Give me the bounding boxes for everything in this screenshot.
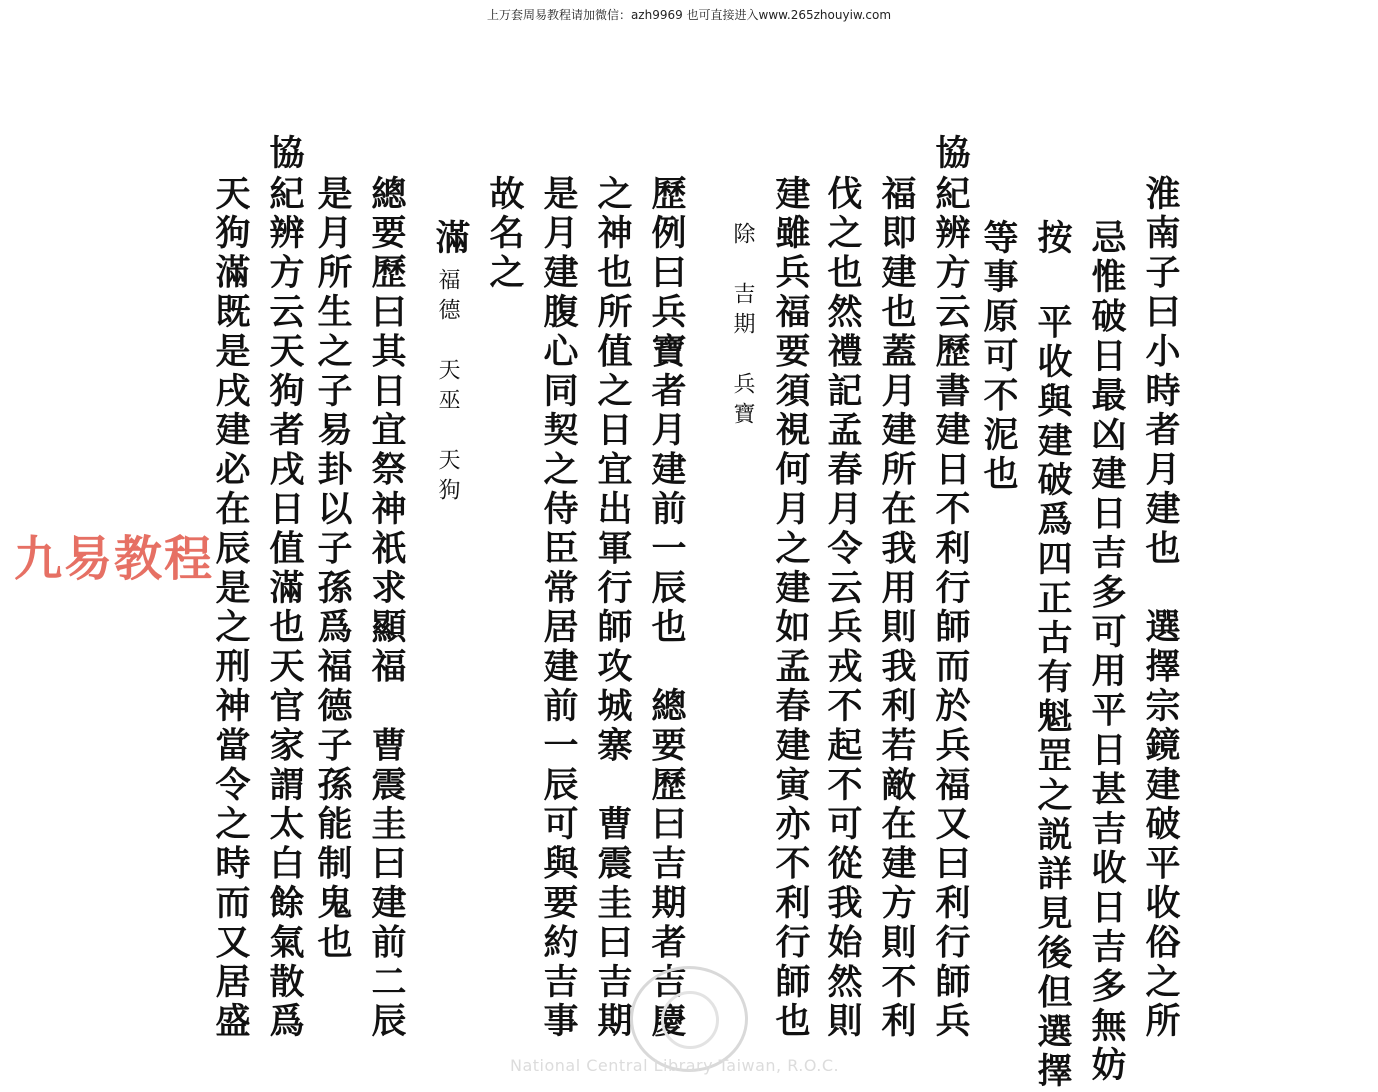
text-column-4: 等事原可不泥也 <box>978 219 1019 495</box>
text-column-17: 總要歷曰其日宜祭神祇求顯福 曹震圭曰建前二辰 <box>366 175 407 1042</box>
watermark-logo: 九易教程 <box>14 531 215 587</box>
text-column-16: 福德 天巫 天狗 <box>435 268 460 508</box>
text-column-15: 滿 <box>430 219 471 259</box>
text-column-8: 伐之也然禮記孟春月令云兵戎不起不可從我始然則 <box>822 175 863 1042</box>
text-column-21: 天狗滿既是戌建必在辰是之刑神當令之時而又居盛 <box>210 175 251 1042</box>
text-column-13: 是月建腹心同契之侍臣常居建前一辰可與要約吉事 <box>538 175 579 1042</box>
text-column-11: 歷例曰兵寶者月建前一辰也 總要歷曰吉期者吉慶 <box>646 175 687 1042</box>
text-column-10: 除 吉期 兵寶 <box>730 222 755 432</box>
text-column-18: 是月所生之子易卦以子孫爲福德子孫能制鬼也 <box>312 175 353 963</box>
library-stamp-text: National Central Library Taiwan, R.O.C. <box>510 1056 840 1075</box>
text-column-6: 紀辨方云歷書建日不利行師而於兵福又曰利行師兵 <box>930 175 971 1042</box>
text-column-1: 淮南子曰小時者月建也 選擇宗鏡建破平收俗之所 <box>1140 175 1181 1042</box>
text-column-19: 協 <box>264 134 305 174</box>
text-column-9: 建雖兵福要須視何月之建如孟春建寅亦不利行師也 <box>770 175 811 1042</box>
text-column-14: 故名之 <box>484 175 525 294</box>
text-column-2: 忌惟破日最凶建日吉多可用平日甚吉收日吉多無妨 <box>1086 219 1127 1086</box>
text-column-7: 福即建也蓋月建所在我用則我利若敵在建方則不利 <box>876 175 917 1042</box>
text-column-3: 按 平收與建破爲四正古有魁罡之説詳見後但選擇 <box>1032 219 1073 1092</box>
library-seal-inner-icon <box>661 991 719 1049</box>
text-column-5: 協 <box>930 134 971 174</box>
text-column-12: 之神也所值之日宜出軍行師攻城寨 曹震圭曰吉期 <box>592 175 633 1042</box>
text-column-20: 紀辨方云天狗者戌日值滿也天官家謂太白餘氣散爲 <box>264 175 305 1042</box>
download-banner: 上万套周易教程请加微信：azh9969 也可直接进入www.265zhouyiw.com <box>486 8 892 22</box>
